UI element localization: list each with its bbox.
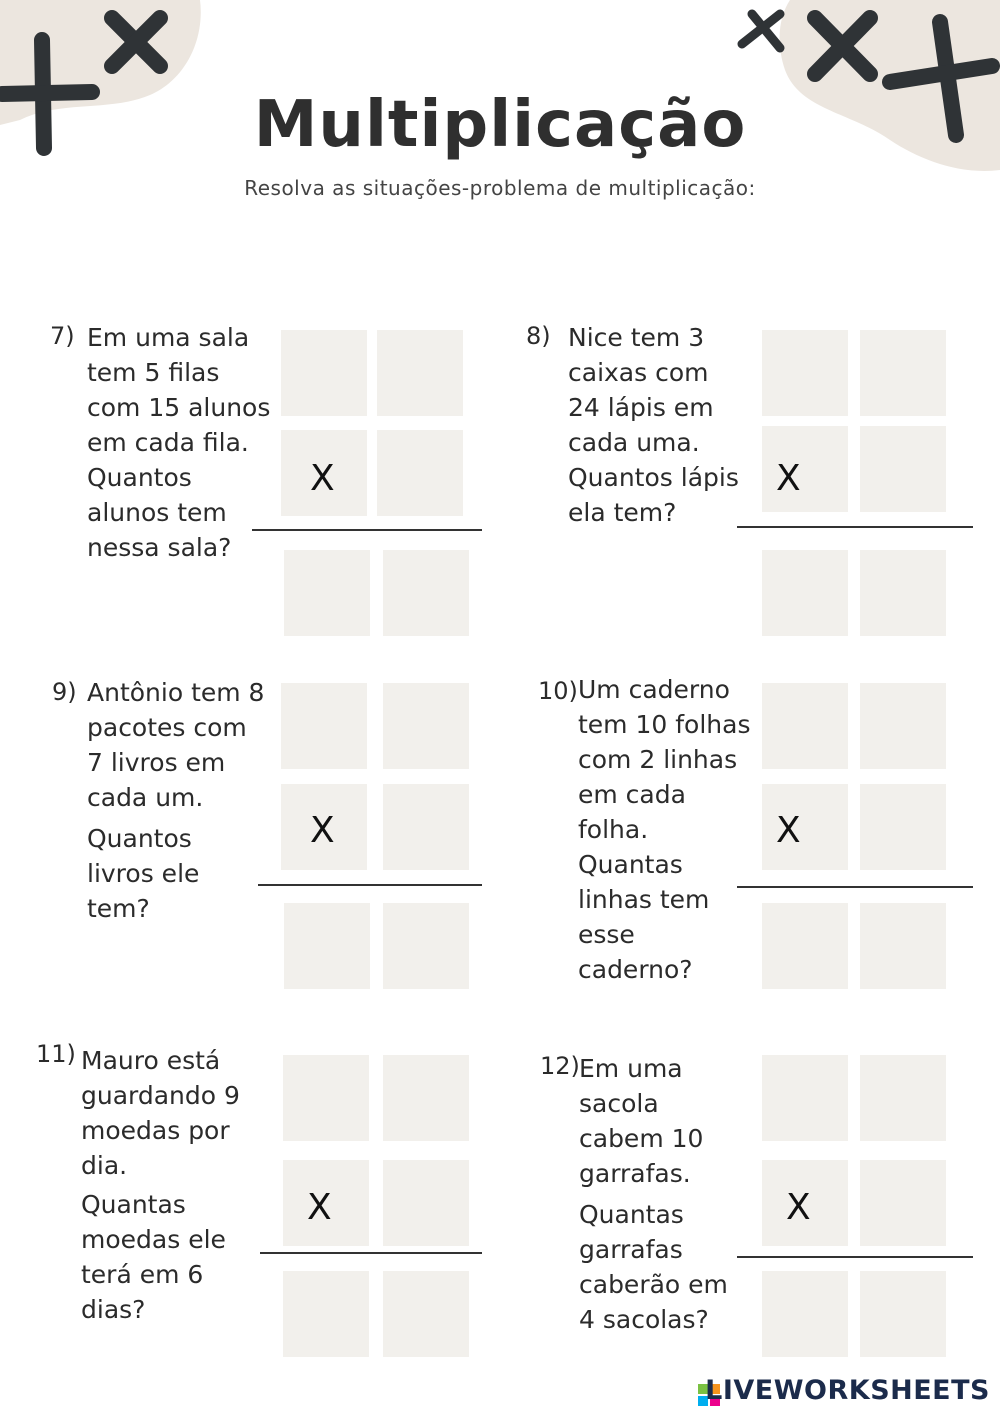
problem-number: 8) — [526, 322, 551, 350]
answer-box[interactable] — [383, 784, 469, 870]
answer-box[interactable] — [283, 1055, 369, 1141]
page-subtitle: Resolva as situações-problema de multiplicação: — [244, 176, 756, 200]
answer-box[interactable] — [762, 426, 848, 512]
answer-box[interactable] — [860, 903, 946, 989]
result-line — [737, 526, 973, 528]
multiply-sign: X — [776, 810, 801, 851]
answer-box[interactable] — [383, 683, 469, 769]
answer-box[interactable] — [383, 1271, 469, 1357]
multiply-sign: X — [310, 458, 335, 499]
answer-box[interactable] — [281, 683, 367, 769]
answer-box[interactable] — [762, 1055, 848, 1141]
liveworksheets-brand[interactable]: LIVEWORKSHEETS — [705, 1375, 990, 1406]
problem-text: Em uma sacola cabem 10 garrafas. Quantas garrafas caberão em 4 sacolas? — [579, 1054, 728, 1334]
multiply-sign: X — [307, 1187, 332, 1228]
answer-box[interactable] — [383, 1160, 469, 1246]
answer-box[interactable] — [283, 1271, 369, 1357]
result-line — [260, 1252, 482, 1254]
answer-box[interactable] — [860, 550, 946, 636]
answer-box[interactable] — [383, 1055, 469, 1141]
multiply-sign: X — [786, 1187, 811, 1228]
problem-text: Antônio tem 8 pacotes com 7 livros em cada um. Quantos livros ele tem? — [87, 678, 265, 923]
answer-box[interactable] — [762, 1271, 848, 1357]
answer-box[interactable] — [281, 330, 367, 416]
answer-box[interactable] — [762, 903, 848, 989]
answer-box[interactable] — [762, 683, 848, 769]
answer-box[interactable] — [860, 784, 946, 870]
multiply-sign: X — [776, 458, 801, 499]
answer-box[interactable] — [860, 330, 946, 416]
answer-box[interactable] — [762, 784, 848, 870]
result-line — [737, 886, 973, 888]
problem-number: 10) — [538, 677, 578, 705]
answer-box[interactable] — [762, 550, 848, 636]
problem-number: 11) — [36, 1040, 76, 1068]
problem-text: Um caderno tem 10 folhas com 2 linhas em cada folha. Quantas linhas tem esse caderno? — [578, 675, 751, 984]
problem-number: 7) — [50, 322, 75, 350]
answer-box[interactable] — [377, 330, 463, 416]
page-title: Multiplicação — [253, 88, 747, 162]
answer-box[interactable] — [284, 550, 370, 636]
result-line — [252, 529, 482, 531]
answer-box[interactable] — [860, 1160, 946, 1246]
problem-number: 9) — [52, 678, 77, 706]
multiply-sign: X — [310, 810, 335, 851]
problem-text: Em uma sala tem 5 filas com 15 alunos em cada fila. Quantos alunos tem nessa sala? — [87, 323, 271, 562]
problem-number: 12) — [540, 1052, 580, 1080]
answer-box[interactable] — [383, 550, 469, 636]
answer-box[interactable] — [860, 1055, 946, 1141]
answer-box[interactable] — [860, 1271, 946, 1357]
answer-box[interactable] — [284, 903, 370, 989]
problem-text: Nice tem 3 caixas com 24 lápis em cada uma. Quantos lápis ela tem? — [568, 323, 739, 527]
answer-box[interactable] — [762, 330, 848, 416]
answer-box[interactable] — [383, 903, 469, 989]
problem-text: Mauro está guardando 9 moedas por dia. Quantas moedas ele terá em 6 dias? — [81, 1046, 240, 1324]
result-line — [737, 1256, 973, 1258]
result-line — [258, 884, 482, 886]
answer-box[interactable] — [377, 430, 463, 516]
answer-box[interactable] — [860, 426, 946, 512]
answer-box[interactable] — [860, 683, 946, 769]
